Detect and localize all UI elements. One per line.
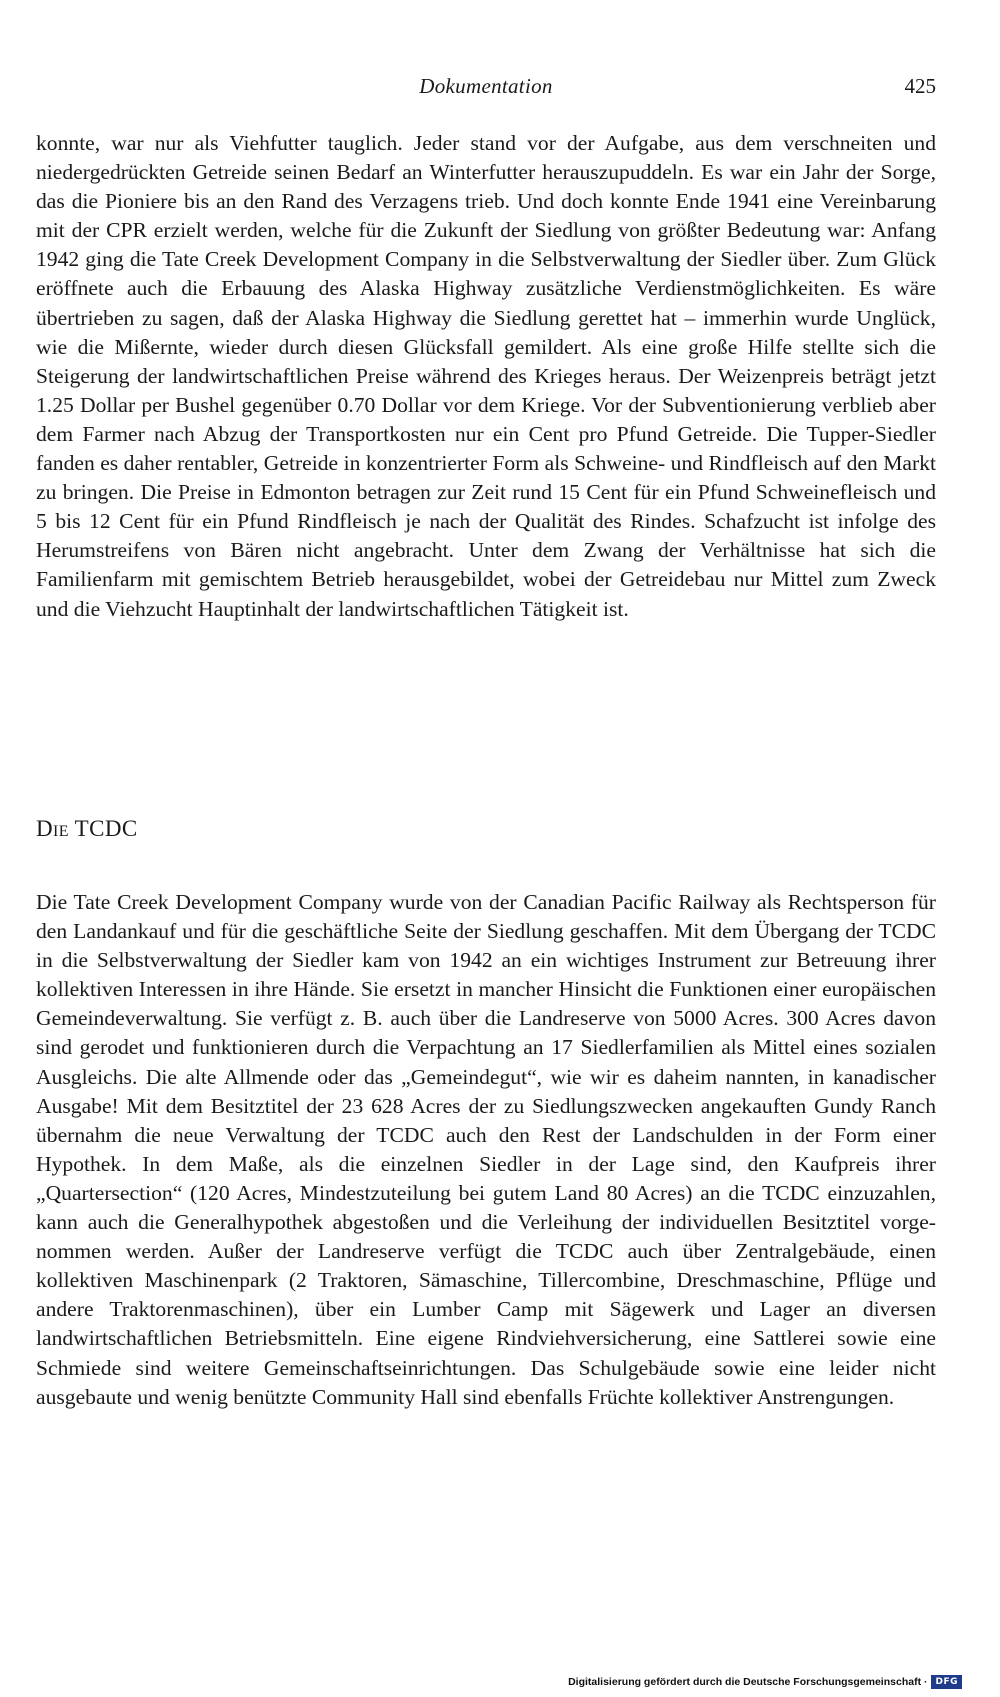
dfg-logo-icon: DFG [931,1675,962,1689]
section-heading: Die TCDC [36,816,138,841]
footer-credit-text: Digitalisierung gefördert durch die Deutsche Forschungsgemeinschaft · [568,1676,928,1688]
running-header [36,74,936,106]
running-header-title: Dokumentation [419,74,553,98]
body-paragraph-2: Die Tate Creek Development Company wurde von der Canadian Pacific Railway als Rechtsperson für den Landankauf und für die geschäftliche Seite der Siedlung geschaffen. Mit dem Übergang der TCDC in die Selbstverwaltung der Siedler kam von 1942 an ein wichtiges Instrument zur Betreuung ihrer kollektiven Interessen in ihre Hände. Sie ersetzt in mancher Hinsicht die Funktionen einer europäischen Gemeindeverwaltung. Sie verfügt z. B. auch über die Landreserve von 5000 Acres. 300 Acres davon sind gerodet und funktionieren durch die Verpachtung an 17 Siedlerfamilien als Mittel eines sozialen Ausgleichs. Die alte Allmende oder das „Gemeindegut“, wie wir es daheim nannten, in kanadischer Ausgabe! Mit dem Besitztitel der 23 628 Acres der zu Siedlungszwecken angekauften Gundy Ranch übernahm die neue Verwaltung der TCDC auch den Rest der Landschulden in der Form einer Hypothek. In dem Maße, als die einzelnen Siedler in der Lage sind, den Kaufpreis ihrer „Quartersection“ (120 Acres, Mindestzuteilung bei gutem Land 80 Acres) an die TCDC einzuzahlen, kann auch die Generalhypothek abgestoßen und die Verleihung der individuellen Besitztitel vorgenommen werden. Außer der Landreserve verfügt die TCDC auch über Zentralgebäude, einen kollektiven Maschinenpark (2 Traktoren, Sämaschine, Tillercombine, Dreschmaschine, Pflüge und andere Traktorenmaschinen), über ein Lumber Camp mit Sägewerk und Lager an diversen landwirtschaftlichen Betriebsmitteln. Eine eigene Rindviehversicherung, eine Sattlerei sowie eine Schmiede sind weitere Gemeinschaftseinrichtungen. Das Schulgebäude sowie eine leider nicht ausgebaute und wenig benützte Community Hall sind ebenfalls Früchte kollektiver Anstrengungen. [36,890,936,1409]
digitization-footer [568,1675,962,1689]
page-number: 425 [904,74,936,98]
body-paragraph-1: konnte, war nur als Viehfutter tauglich. Jeder stand vor der Aufgabe, aus dem verschneiten und niedergedrückten Getreide seinen Bedarf an Winterfutter herauszupuddeln. Es war ein Jahr der Sorge, das die Pioniere bis an den Rand des Verzagens trieb. Und doch konnte Ende 1941 eine Vereinbarung mit der CPR erzielt werden, welche für die Zukunft der Siedlung von größter Bedeutung war: Anfang 1942 ging die Tate Creek Development Company in die Selbstverwaltung der Siedler über. Zum Glück eröffnete auch die Erbauung des Alaska Highway zusätzliche Verdienstmöglichkeiten. Es wäre übertrieben zu sagen, daß der Alaska Highway die Siedlung gerettet hat – immerhin wurde Unglück, wie die Mißernte, wieder durch diesen Glücksfall gemildert. Als eine große Hilfe stellte sich die Steigerung der landwirtschaftlichen Preise während des Krieges heraus. Der Weizenpreis beträgt jetzt 1.25 Dollar per Bushel gegenüber 0.70 Dollar vor dem Kriege. Vor der Subventionierung verblieb aber dem Farmer nach Abzug der Transportkosten nur ein Cent pro Pfund Getreide. Die Tupper-Siedler fanden es daher rentabler, Getreide in konzentrierter Form als Schweine- und Rindfleisch auf den Markt zu bringen. Die Preise in Edmonton betragen zur Zeit rund 15 Cent für ein Pfund Schweinefleisch und 5 bis 12 Cent für ein Pfund Rindfleisch je nach der Qualität des Rindes. Schafzucht ist infolge des Herumstreifens von Bären nicht angebracht. Unter dem Zwang der Verhältnisse hat sich die Familienfarm mit gemischtem Betrieb herausgebildet, wobei der Getreidebau nur Mittel zum Zweck und die Viehzucht Hauptinhalt der landwirtschaftlichen Tätigkeit ist. [36,131,936,621]
